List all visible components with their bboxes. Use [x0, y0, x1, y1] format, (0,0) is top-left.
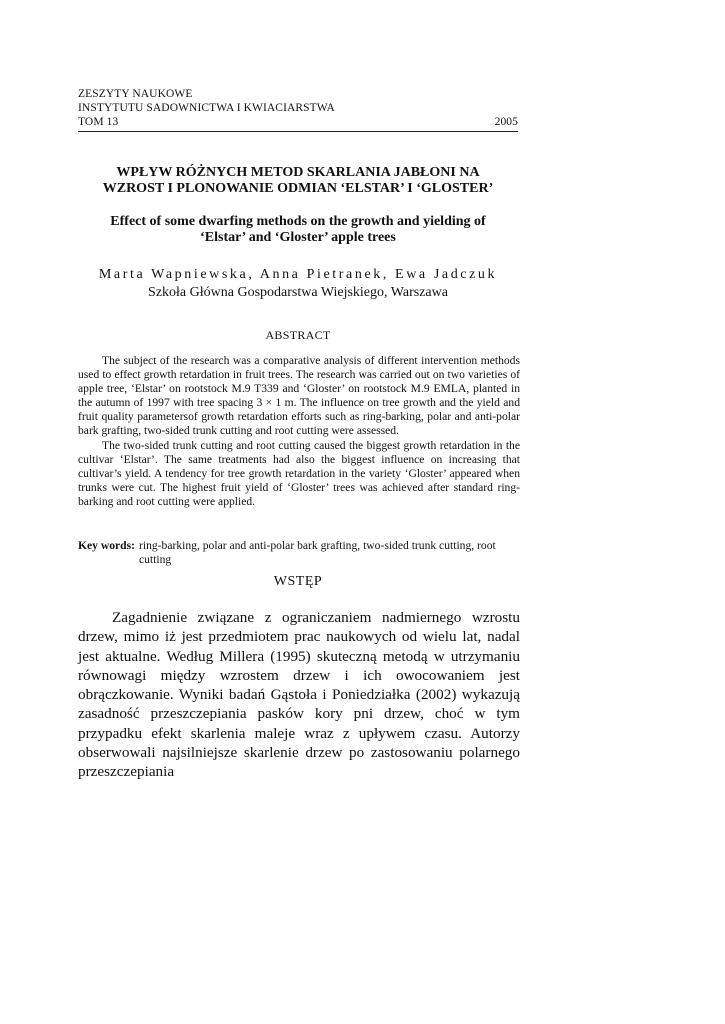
title-english-line2: ‘Elstar’ and ‘Gloster’ apple trees [200, 230, 396, 245]
author-affiliation: Szkoła Główna Gospodarstwa Wiejskiego, Warszawa [148, 285, 448, 300]
keywords-block [78, 539, 520, 567]
title-polish-line1: WPŁYW RÓŻNYCH METOD SKARLANIA JABŁONI NA [116, 165, 480, 180]
journal-header [78, 87, 518, 132]
header-rule [78, 131, 518, 132]
section-heading: WSTĘP [273, 574, 323, 589]
abstract-paragraph-1: The subject of the research was a comparative analysis of different intervention methods used to effect growth retardation in fruit trees. The research was carried out on two varieties of apple tree, ‘Elstar’ on rootstock M.9 T339 and ‘Gloster’ on rootstock M.9 EMLA, planted in the autumn of 1997 with tree spacing 3 × 1 m. The influence on tree growth and the yield and fruit quality parametersof growth retardation efforts such as ring-barking, polar and anti-polar bark grafting, two-sided trunk cutting and root cutting were assessed. [78, 354, 520, 438]
keywords-label: Key words: [78, 539, 135, 552]
title-polish-line2: WZROST I PLONOWANIE ODMIAN ‘ELSTAR’ I ‘GLOSTER’ [102, 181, 494, 196]
keywords-text: ring-barking, polar and anti-polar bark grafting, two-sided trunk cutting, root cutting [139, 539, 496, 567]
title-polish [78, 165, 518, 197]
section-body [78, 608, 520, 782]
author-names: Marta Wapniewska, Anna Pietranek, Ewa Jadczuk [98, 267, 498, 282]
authors-block [78, 266, 518, 302]
abstract-heading: ABSTRACT [265, 328, 331, 342]
volume-row [78, 115, 518, 129]
title-english-line1: Effect of some dwarfing methods on the growth and yielding of [110, 214, 486, 229]
journal-year: 2005 [494, 116, 518, 128]
journal-name-line1: ZESZYTY NAUKOWE [78, 88, 193, 100]
title-english [78, 214, 518, 246]
abstract-body [78, 354, 520, 509]
journal-volume: TOM 13 [78, 116, 119, 128]
section-paragraph-1: Zagadnienie związane z ograniczaniem nadmiernego wzrostu drzew, mimo iż jest przedmiotem prac naukowych od wielu lat, nadal jest aktualne. Według Millera (1995) skuteczną metodą w utrzymaniu równowagi między wzrostem drzew i ich owocowaniem jest obrączkowanie. Wyniki badań Gąstoła i Poniedziałka (2002) wykazują zasadność przeszczepiania pasków kory pni drzew, choć w tym przypadku efekt skarlenia maleje wraz z upływem czasu. Autorzy obserwowali najsilniejsze skarlenie drzew po zastosowaniu polarnego przeszczepiania [78, 609, 520, 781]
abstract-paragraph-2: The two-sided trunk cutting and root cutting caused the biggest growth retardation in the cultivar ‘Elstar’. The same treatments had also the biggest influence on increasing that cultivar’s yield. A tendency for tree growth retardation in the variety ‘Gloster’ appeared when trunks were cut. The highest fruit yield of ‘Gloster’ trees was achieved after standard ring-barking and root cutting were applied. [78, 438, 520, 508]
journal-name-line2: INSTYTUTU SADOWNICTWA I KWIACIARSTWA [78, 102, 335, 114]
